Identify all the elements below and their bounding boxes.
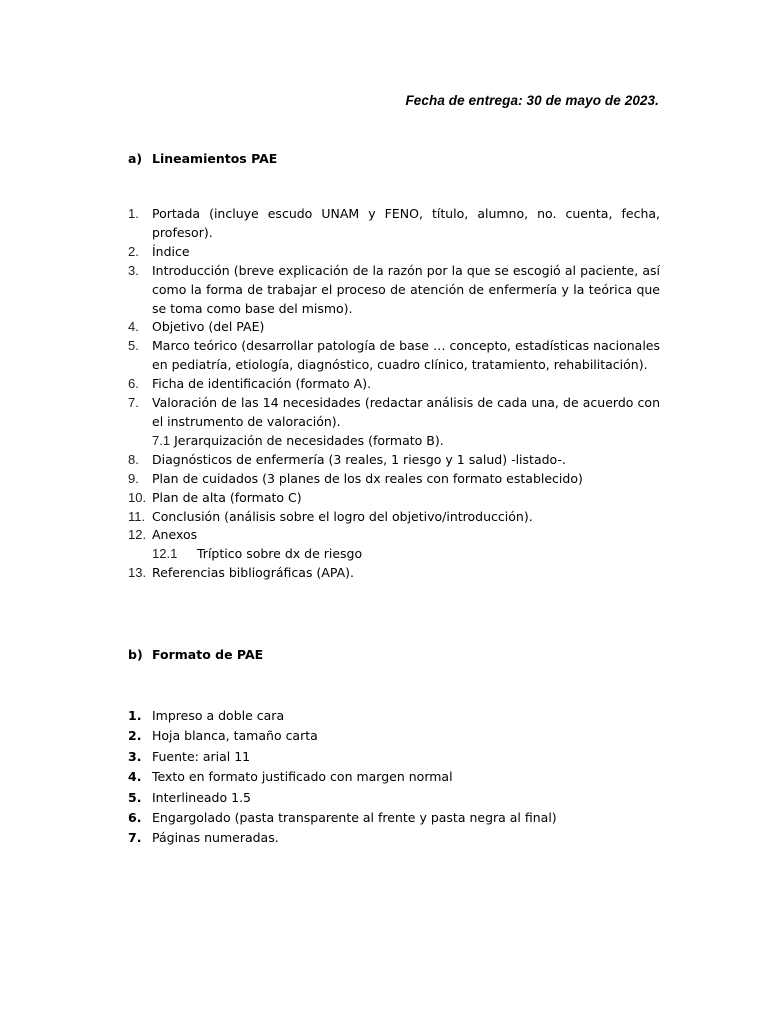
- list-item: [128, 808, 660, 828]
- item-text: Valoración de las 14 necesidades (redactar análisis de cada una, de acuerdo con el instrumento de valoración).: [152, 395, 660, 429]
- list-item: [128, 706, 660, 726]
- list-item: [128, 489, 660, 508]
- list-item: [128, 726, 660, 746]
- item-text: Ficha de identificación (formato A).: [152, 376, 372, 392]
- list-item: [128, 470, 660, 489]
- item-number: 7.: [128, 830, 142, 846]
- section-a-heading: [128, 151, 277, 166]
- guidelines-list: [128, 205, 660, 583]
- list-item: [128, 205, 660, 243]
- item-number: 4.: [128, 319, 139, 335]
- item-text: Introducción (breve explicación de la razón por la que se escogió al paciente, así como la forma de trabajar el proceso de atención de enfermería y la teórica que se toma como base del mismo).: [152, 262, 660, 316]
- item-number: 11.: [128, 508, 146, 524]
- item-text: Texto en formato justificado con margen normal: [152, 769, 453, 785]
- list-item: [128, 526, 660, 545]
- section-b-heading: [128, 647, 263, 662]
- sub-item-number: 12.1: [152, 546, 178, 562]
- list-item: [128, 243, 660, 262]
- section-a-letter: a): [128, 151, 143, 166]
- section-b-letter: b): [128, 647, 143, 662]
- list-item: [128, 451, 660, 470]
- item-number: 1.: [128, 206, 139, 221]
- item-number: 5.: [128, 338, 139, 354]
- item-number: 5.: [128, 789, 142, 805]
- item-number: 3.: [128, 748, 142, 764]
- item-text: Páginas numeradas.: [152, 830, 279, 846]
- item-text: Impreso a doble cara: [152, 708, 285, 723]
- item-text: Plan de cuidados (3 planes de los dx reales con formato establecido): [152, 470, 583, 486]
- list-item: [128, 375, 660, 394]
- item-text: Objetivo (del PAE): [152, 319, 265, 335]
- item-text: Conclusión (análisis sobre el logro del objetivo/introducción).: [152, 508, 533, 524]
- item-number: 2.: [128, 728, 142, 744]
- list-item: [128, 318, 660, 337]
- item-number: 6.: [128, 376, 139, 392]
- item-number: 9.: [128, 470, 139, 486]
- item-number: 3.: [128, 262, 139, 278]
- item-text: Hoja blanca, tamaño carta: [152, 728, 318, 744]
- item-number: 7.: [128, 395, 139, 411]
- item-number: 4.: [128, 769, 142, 785]
- item-text: Marco teórico (desarrollar patología de base … concepto, estadísticas nacionales en pediatría, etiología, diagnóstico, cuadro clínico, tratamiento, rehabilitación).: [152, 338, 660, 373]
- item-text: Plan de alta (formato C): [152, 489, 302, 505]
- item-number: 6.: [128, 810, 142, 826]
- sub-item-text: Jerarquización de necesidades (formato B).: [174, 432, 444, 448]
- item-number: 10.: [128, 489, 147, 505]
- delivery-date: Fecha de entrega: 30 de mayo de 2023.: [405, 93, 659, 108]
- item-number: 12.: [128, 527, 147, 543]
- list-item: [128, 767, 660, 787]
- item-number: 1.: [128, 708, 142, 723]
- item-text: Interlineado 1.5: [152, 789, 251, 805]
- format-list: [128, 706, 660, 849]
- sub-list-item: [128, 545, 660, 564]
- item-text: Engargolado (pasta transparente al frente y pasta negra al final): [152, 810, 557, 826]
- item-number: 2.: [128, 243, 139, 259]
- list-item: [128, 508, 660, 527]
- item-number: 13.: [128, 565, 147, 581]
- list-item: [128, 337, 660, 375]
- list-item: [128, 394, 660, 432]
- item-text: Anexos: [152, 527, 198, 543]
- item-text: Diagnósticos de enfermería (3 reales, 1 riesgo y 1 salud) -listado-.: [152, 451, 566, 467]
- list-item: [128, 564, 660, 583]
- item-number: 8.: [128, 451, 139, 467]
- list-item: [128, 262, 660, 319]
- list-item: [128, 747, 660, 767]
- list-item: [128, 828, 660, 848]
- item-text: Índice: [152, 243, 190, 259]
- list-item: [128, 788, 660, 808]
- section-a-title: Lineamientos PAE: [152, 151, 278, 166]
- section-b-title: Formato de PAE: [152, 647, 264, 662]
- sub-item-text: Tríptico sobre dx de riesgo: [197, 546, 363, 562]
- item-text: Referencias bibliográficas (APA).: [152, 565, 355, 581]
- item-text: Portada (incluye escudo UNAM y FENO, título, alumno, no. cuenta, fecha, profesor).: [152, 206, 660, 240]
- sub-list-item: [128, 432, 660, 451]
- item-text: Fuente: arial 11: [152, 748, 251, 764]
- sub-item-number: 7.1: [152, 432, 171, 448]
